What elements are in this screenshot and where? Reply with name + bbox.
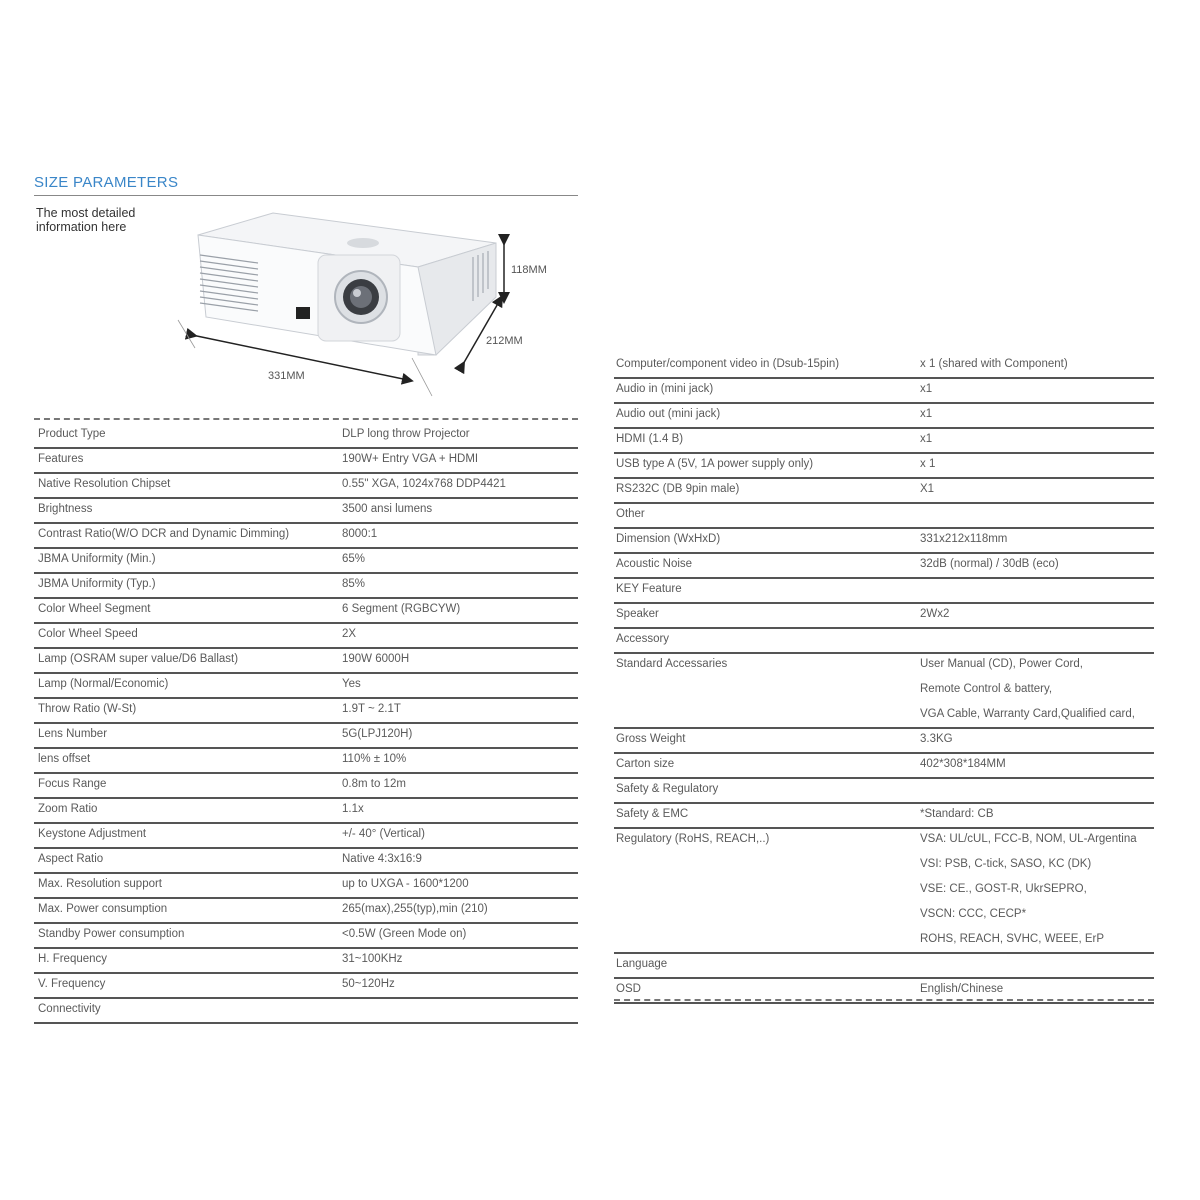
spec-label: RS232C (DB 9pin male) <box>616 483 740 495</box>
left-table-row <box>34 999 578 1024</box>
spec-value: 190W+ Entry VGA + HDMI <box>342 453 479 465</box>
spec-value: Yes <box>342 678 361 690</box>
spec-label: Focus Range <box>38 778 107 790</box>
spec-value: 1.1x <box>342 803 364 815</box>
spec-value: English/Chinese <box>920 983 1004 995</box>
right-table-row <box>614 954 1154 979</box>
left-table-row <box>34 574 578 599</box>
spec-label: Acoustic Noise <box>616 558 693 570</box>
spec-value: VSCN: CCC, CECP* <box>920 908 1027 920</box>
right-table-bottom-rule <box>614 999 1154 1001</box>
subtitle-line-1: The most detailed <box>36 206 136 220</box>
spec-label: Gross Weight <box>616 733 686 745</box>
right-table-row <box>614 404 1154 429</box>
spec-value: +/- 40° (Vertical) <box>342 828 425 840</box>
spec-value: 32dB (normal) / 30dB (eco) <box>920 558 1059 570</box>
spec-value: VSI: PSB, C-tick, SASO, KC (DK) <box>920 858 1092 870</box>
right-table-row <box>614 804 1154 829</box>
subtitle-line-2: information here <box>36 220 127 234</box>
depth-label: 212MM <box>486 335 523 347</box>
spec-label: V. Frequency <box>38 978 106 990</box>
spec-label: USB type A (5V, 1A power supply only) <box>616 458 814 470</box>
right-table-row <box>614 554 1154 579</box>
spec-label: HDMI (1.4 B) <box>616 433 684 445</box>
spec-value: up to UXGA - 1600*1200 <box>342 878 469 890</box>
height-label: 118MM <box>511 264 547 276</box>
left-table-row <box>34 474 578 499</box>
left-table-row <box>34 949 578 974</box>
spec-value: 50~120Hz <box>342 978 395 990</box>
spec-value: VSE: CE., GOST-R, UkrSEPRO, <box>920 883 1087 895</box>
left-table-row <box>34 499 578 524</box>
spec-label: lens offset <box>38 753 91 765</box>
spec-value: x1 <box>920 383 933 395</box>
right-table-row <box>614 354 1154 379</box>
spec-label: Lens Number <box>38 728 108 740</box>
section-title: SIZE PARAMETERS <box>34 174 179 191</box>
spec-label: Dimension (WxHxD) <box>616 533 721 545</box>
spec-value: 6 Segment (RGBCYW) <box>342 603 461 615</box>
spec-value: Remote Control & battery, <box>920 683 1053 695</box>
left-table-row <box>34 749 578 774</box>
right-table-row <box>614 779 1154 804</box>
spec-label: Native Resolution Chipset <box>38 478 171 490</box>
left-table-row <box>34 549 578 574</box>
spec-label: Contrast Ratio(W/O DCR and Dynamic Dimming) <box>38 528 290 540</box>
spec-label: Features <box>38 453 84 465</box>
right-table-row <box>614 829 1154 954</box>
right-table-row <box>614 529 1154 554</box>
spec-label: Speaker <box>616 608 659 620</box>
right-table-row <box>614 629 1154 654</box>
left-table-row <box>34 849 578 874</box>
spec-label: Regulatory (RoHS, REACH,..) <box>616 833 770 845</box>
spec-label: Keystone Adjustment <box>38 828 147 840</box>
spec-value: x1 <box>920 433 933 445</box>
spec-label: Product Type <box>38 428 106 440</box>
spec-value: 5G(LPJ120H) <box>342 728 413 740</box>
spec-label: Lamp (OSRAM super value/D6 Ballast) <box>38 653 239 665</box>
spec-label: Standard Accessaries <box>616 658 728 670</box>
spec-label: Computer/component video in (Dsub-15pin) <box>616 358 840 370</box>
right-table-row <box>614 379 1154 404</box>
right-table-row <box>614 654 1154 729</box>
left-table-row <box>34 624 578 649</box>
spec-value: User Manual (CD), Power Cord, <box>920 658 1083 670</box>
spec-value: 1.9T ~ 2.1T <box>342 703 401 715</box>
spec-label: JBMA Uniformity (Typ.) <box>38 578 156 590</box>
spec-label: Lamp (Normal/Economic) <box>38 678 169 690</box>
left-table-row <box>34 724 578 749</box>
spec-value: x 1 (shared with Component) <box>920 358 1068 370</box>
spec-value: 2Wx2 <box>920 608 950 620</box>
right-table-row <box>614 479 1154 504</box>
spec-value: 331x212x118mm <box>920 533 1008 545</box>
spec-label: Aspect Ratio <box>38 853 104 865</box>
spec-value: 65% <box>342 553 366 565</box>
spec-value: 2X <box>342 628 357 640</box>
spec-label: KEY Feature <box>616 583 682 595</box>
spec-label: H. Frequency <box>38 953 108 965</box>
spec-label: Other <box>616 508 645 520</box>
spec-label: Safety & EMC <box>616 808 689 820</box>
left-table-row <box>34 924 578 949</box>
left-table-row <box>34 774 578 799</box>
spec-value: 3.3KG <box>920 733 953 745</box>
spec-label: OSD <box>616 983 641 995</box>
spec-label: Connectivity <box>38 1003 101 1015</box>
spec-label: Brightness <box>38 503 93 515</box>
spec-value: 190W 6000H <box>342 653 410 665</box>
spec-label: Max. Power consumption <box>38 903 168 915</box>
spec-value: X1 <box>920 483 935 495</box>
spec-label: Accessory <box>616 633 670 645</box>
dimension-arrows <box>0 0 600 420</box>
left-table-row <box>34 699 578 724</box>
spec-value: VGA Cable, Warranty Card,Qualified card, <box>920 708 1135 720</box>
spec-value: 402*308*184MM <box>920 758 1006 770</box>
spec-label: Carton size <box>616 758 675 770</box>
spec-value: 3500 ansi lumens <box>342 503 433 515</box>
left-table-row <box>34 524 578 549</box>
spec-value: 8000:1 <box>342 528 378 540</box>
left-table-row <box>34 424 578 449</box>
spec-label: Zoom Ratio <box>38 803 98 815</box>
left-table-row <box>34 674 578 699</box>
spec-value: x 1 <box>920 458 936 470</box>
spec-value: DLP long throw Projector <box>342 428 470 440</box>
left-table-row <box>34 599 578 624</box>
spec-value: ROHS, REACH, SVHC, WEEE, ErP <box>920 933 1105 945</box>
length-label: 331MM <box>268 370 305 382</box>
left-table-row <box>34 824 578 849</box>
spec-value: 110% ± 10% <box>342 753 407 765</box>
right-table-row <box>614 454 1154 479</box>
left-table-top-rule <box>34 418 578 420</box>
left-table-row <box>34 449 578 474</box>
spec-value: *Standard: CB <box>920 808 994 820</box>
left-table-row <box>34 974 578 999</box>
right-table-row <box>614 604 1154 629</box>
right-table-row <box>614 579 1154 604</box>
spec-label: Audio out (mini jack) <box>616 408 721 420</box>
spec-label: Max. Resolution support <box>38 878 163 890</box>
spec-label: Language <box>616 958 668 970</box>
right-table-row <box>614 729 1154 754</box>
spec-value: <0.5W (Green Mode on) <box>342 928 467 940</box>
spec-label: JBMA Uniformity (Min.) <box>38 553 156 565</box>
spec-label: Color Wheel Speed <box>38 628 138 640</box>
right-table-row <box>614 504 1154 529</box>
left-table-row <box>34 899 578 924</box>
spec-value: VSA: UL/cUL, FCC-B, NOM, UL-Argentina <box>920 833 1137 845</box>
right-table-row <box>614 429 1154 454</box>
spec-value: 265(max),255(typ),min (210) <box>342 903 488 915</box>
left-table-row <box>34 799 578 824</box>
spec-value: x1 <box>920 408 933 420</box>
spec-value: 85% <box>342 578 366 590</box>
left-table-row <box>34 649 578 674</box>
spec-value: 31~100KHz <box>342 953 403 965</box>
spec-value: 0.8m to 12m <box>342 778 406 790</box>
spec-label: Safety & Regulatory <box>616 783 719 795</box>
right-table-row <box>614 754 1154 779</box>
spec-label: Audio in (mini jack) <box>616 383 714 395</box>
spec-value: Native 4:3x16:9 <box>342 853 422 865</box>
left-table-row <box>34 874 578 899</box>
spec-value: 0.55" XGA, 1024x768 DDP4421 <box>342 478 506 490</box>
spec-label: Throw Ratio (W-St) <box>38 703 137 715</box>
spec-label: Color Wheel Segment <box>38 603 151 615</box>
spec-label: Standby Power consumption <box>38 928 185 940</box>
